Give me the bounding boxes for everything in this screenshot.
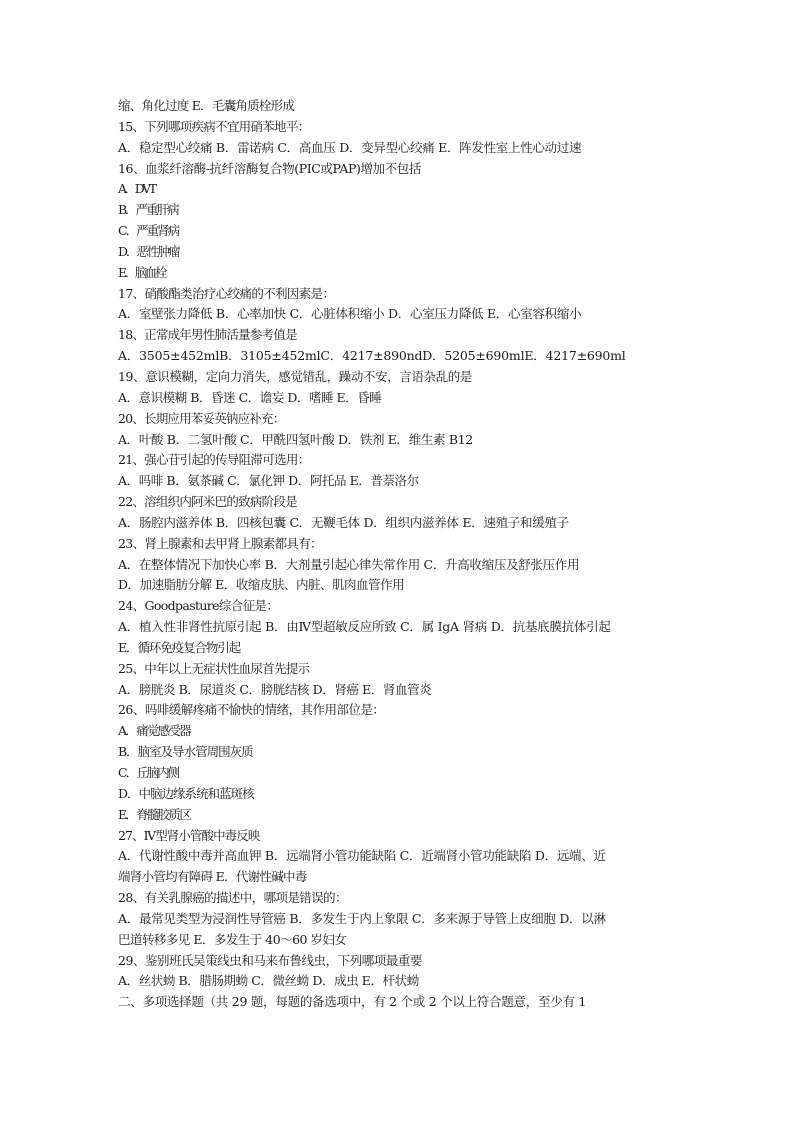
text-line: A．丝状蚴 B．腊肠期蚴 C．微丝蚴 D．成虫 E．杆状蚴 [118, 973, 419, 989]
text-line: D．中脑边缘系统和蓝斑核 [118, 785, 254, 801]
text-line: 端肾小管均有障碍 E．代谢性碱中毒 [118, 869, 307, 885]
text-line: A．植入性非肾性抗原引起 B．由Ⅳ型超敏反应所致 C．属 IgA 肾病 D．抗基底膜抗体引起 [118, 619, 611, 635]
text-line: 28、有关乳腺癌的描述中，哪项是错误的： [118, 890, 347, 906]
text-line: A．稳定型心绞痛 B．雷诺病 C．高血压 D．变异型心绞痛 E．阵发性室上性心动过速 [118, 139, 582, 155]
text-line: 二、多项选择题（共 29 题，每题的备选项中，有 2 个或 2 个以上符合题意，至少有 1 [118, 994, 587, 1010]
text-line: 20、长期应用苯妥英钠应补充： [118, 410, 285, 426]
text-line: 18、正常成年男性肺活量参考值是 [118, 327, 297, 343]
text-line: D．恶性肿瘤 [118, 243, 179, 259]
text-line: C．严重肾病 [118, 223, 179, 239]
text-line: A．意识模糊 B．昏迷 C．谵妄 D．嗜睡 E．昏睡 [118, 389, 382, 405]
text-line: 27、Ⅳ型肾小管酸中毒反映 [118, 827, 260, 843]
text-line: E．脑血栓 [118, 264, 166, 280]
text-line: 缩、角化过度 E．毛囊角质栓形成 [118, 98, 295, 113]
document-body [118, 96, 678, 1013]
text-line: 25、中年以上无症状性血尿首先提示 [118, 660, 310, 676]
text-line: A．肠腔内滋养体 B．四核包囊 C．无鞭毛体 D．组织内滋养体 E．速殖子和缓殖子 [118, 514, 569, 530]
text-line: B．严重肝病 [118, 202, 178, 218]
text-line: C．丘脑内侧 [118, 765, 179, 780]
text-line: 24、Goodpasture综合征是： [118, 598, 279, 614]
text-line: A．吗啡 B．氨茶碱 C．氯化钾 D．阿托品 E．普萘洛尔 [118, 473, 419, 489]
text-line: A．DVT [118, 181, 155, 197]
text-line: 巴道转移多见 E．多发生于 40～60 岁妇女 [118, 931, 347, 947]
text-line: E．脊髓胶质区 [118, 806, 191, 822]
text-line: 16、血浆纤溶酶-抗纤溶酶复合物(PIC或PAP)增加不包括 [118, 160, 421, 176]
text-line: A．室壁张力降低 B．心率加快 C．心脏体积缩小 D．心室压力降低 E．心室容积缩小 [118, 306, 582, 322]
text-line: 26、吗啡缓解疼痛不愉快的情绪，其作用部位是： [118, 702, 385, 718]
text-line: A．代谢性酸中毒并高血钾 B．远端肾小管功能缺陷 C．近端肾小管功能缺陷 D．远端、近 [118, 848, 606, 864]
text-line: E．循环免疫复合物引起 [118, 639, 241, 655]
text-line: 23、肾上腺素和去甲肾上腺素都具有： [118, 535, 322, 551]
text-line: A．膀胱炎 B．尿道炎 C．膀胱结核 D．肾癌 E．肾血管炎 [118, 681, 432, 697]
text-line: 17、硝酸酯类治疗心绞痛的不利因素是： [118, 285, 335, 301]
text-line: 22、溶组织内阿米巴的致病阶段是 [118, 494, 297, 510]
text-line: A．最常见类型为浸润性导管癌 B．多发生于内上象限 C．多来源于导管上皮细胞 D．以淋 [118, 910, 606, 926]
text-line: A．痛觉感受器 [118, 723, 191, 739]
text-line: B．脑室及导水管周围灰质 [118, 744, 253, 760]
text-line: A．叶酸 B．二氢叶酸 C．甲酰四氢叶酸 D．铁剂 E．维生素 B12 [118, 431, 473, 447]
text-line: 19、意识模糊，定向力消失，感觉错乱，躁动不安，言语杂乱的是 [118, 368, 472, 384]
text-line: 29、鉴别班氏吴策线虫和马来布鲁线虫，下列哪项最重要 [118, 952, 422, 968]
text-line: 21、强心苷引起的传导阻滞可选用： [118, 452, 310, 468]
text-line: A．3505±452mlB．3105±452mlC．4217±890ndD．5205±690mlE．4217±690ml [118, 348, 626, 364]
text-line: 15、下列哪项疾病不宜用硝苯地平： [118, 118, 310, 134]
text-line: A．在整体情况下加快心率 B．大剂量引起心律失常作用 C．升高收缩压及舒张压作用 [118, 556, 580, 572]
text-line: D．加速脂肪分解 E．收缩皮肤、内脏、肌肉血管作用 [118, 577, 405, 593]
